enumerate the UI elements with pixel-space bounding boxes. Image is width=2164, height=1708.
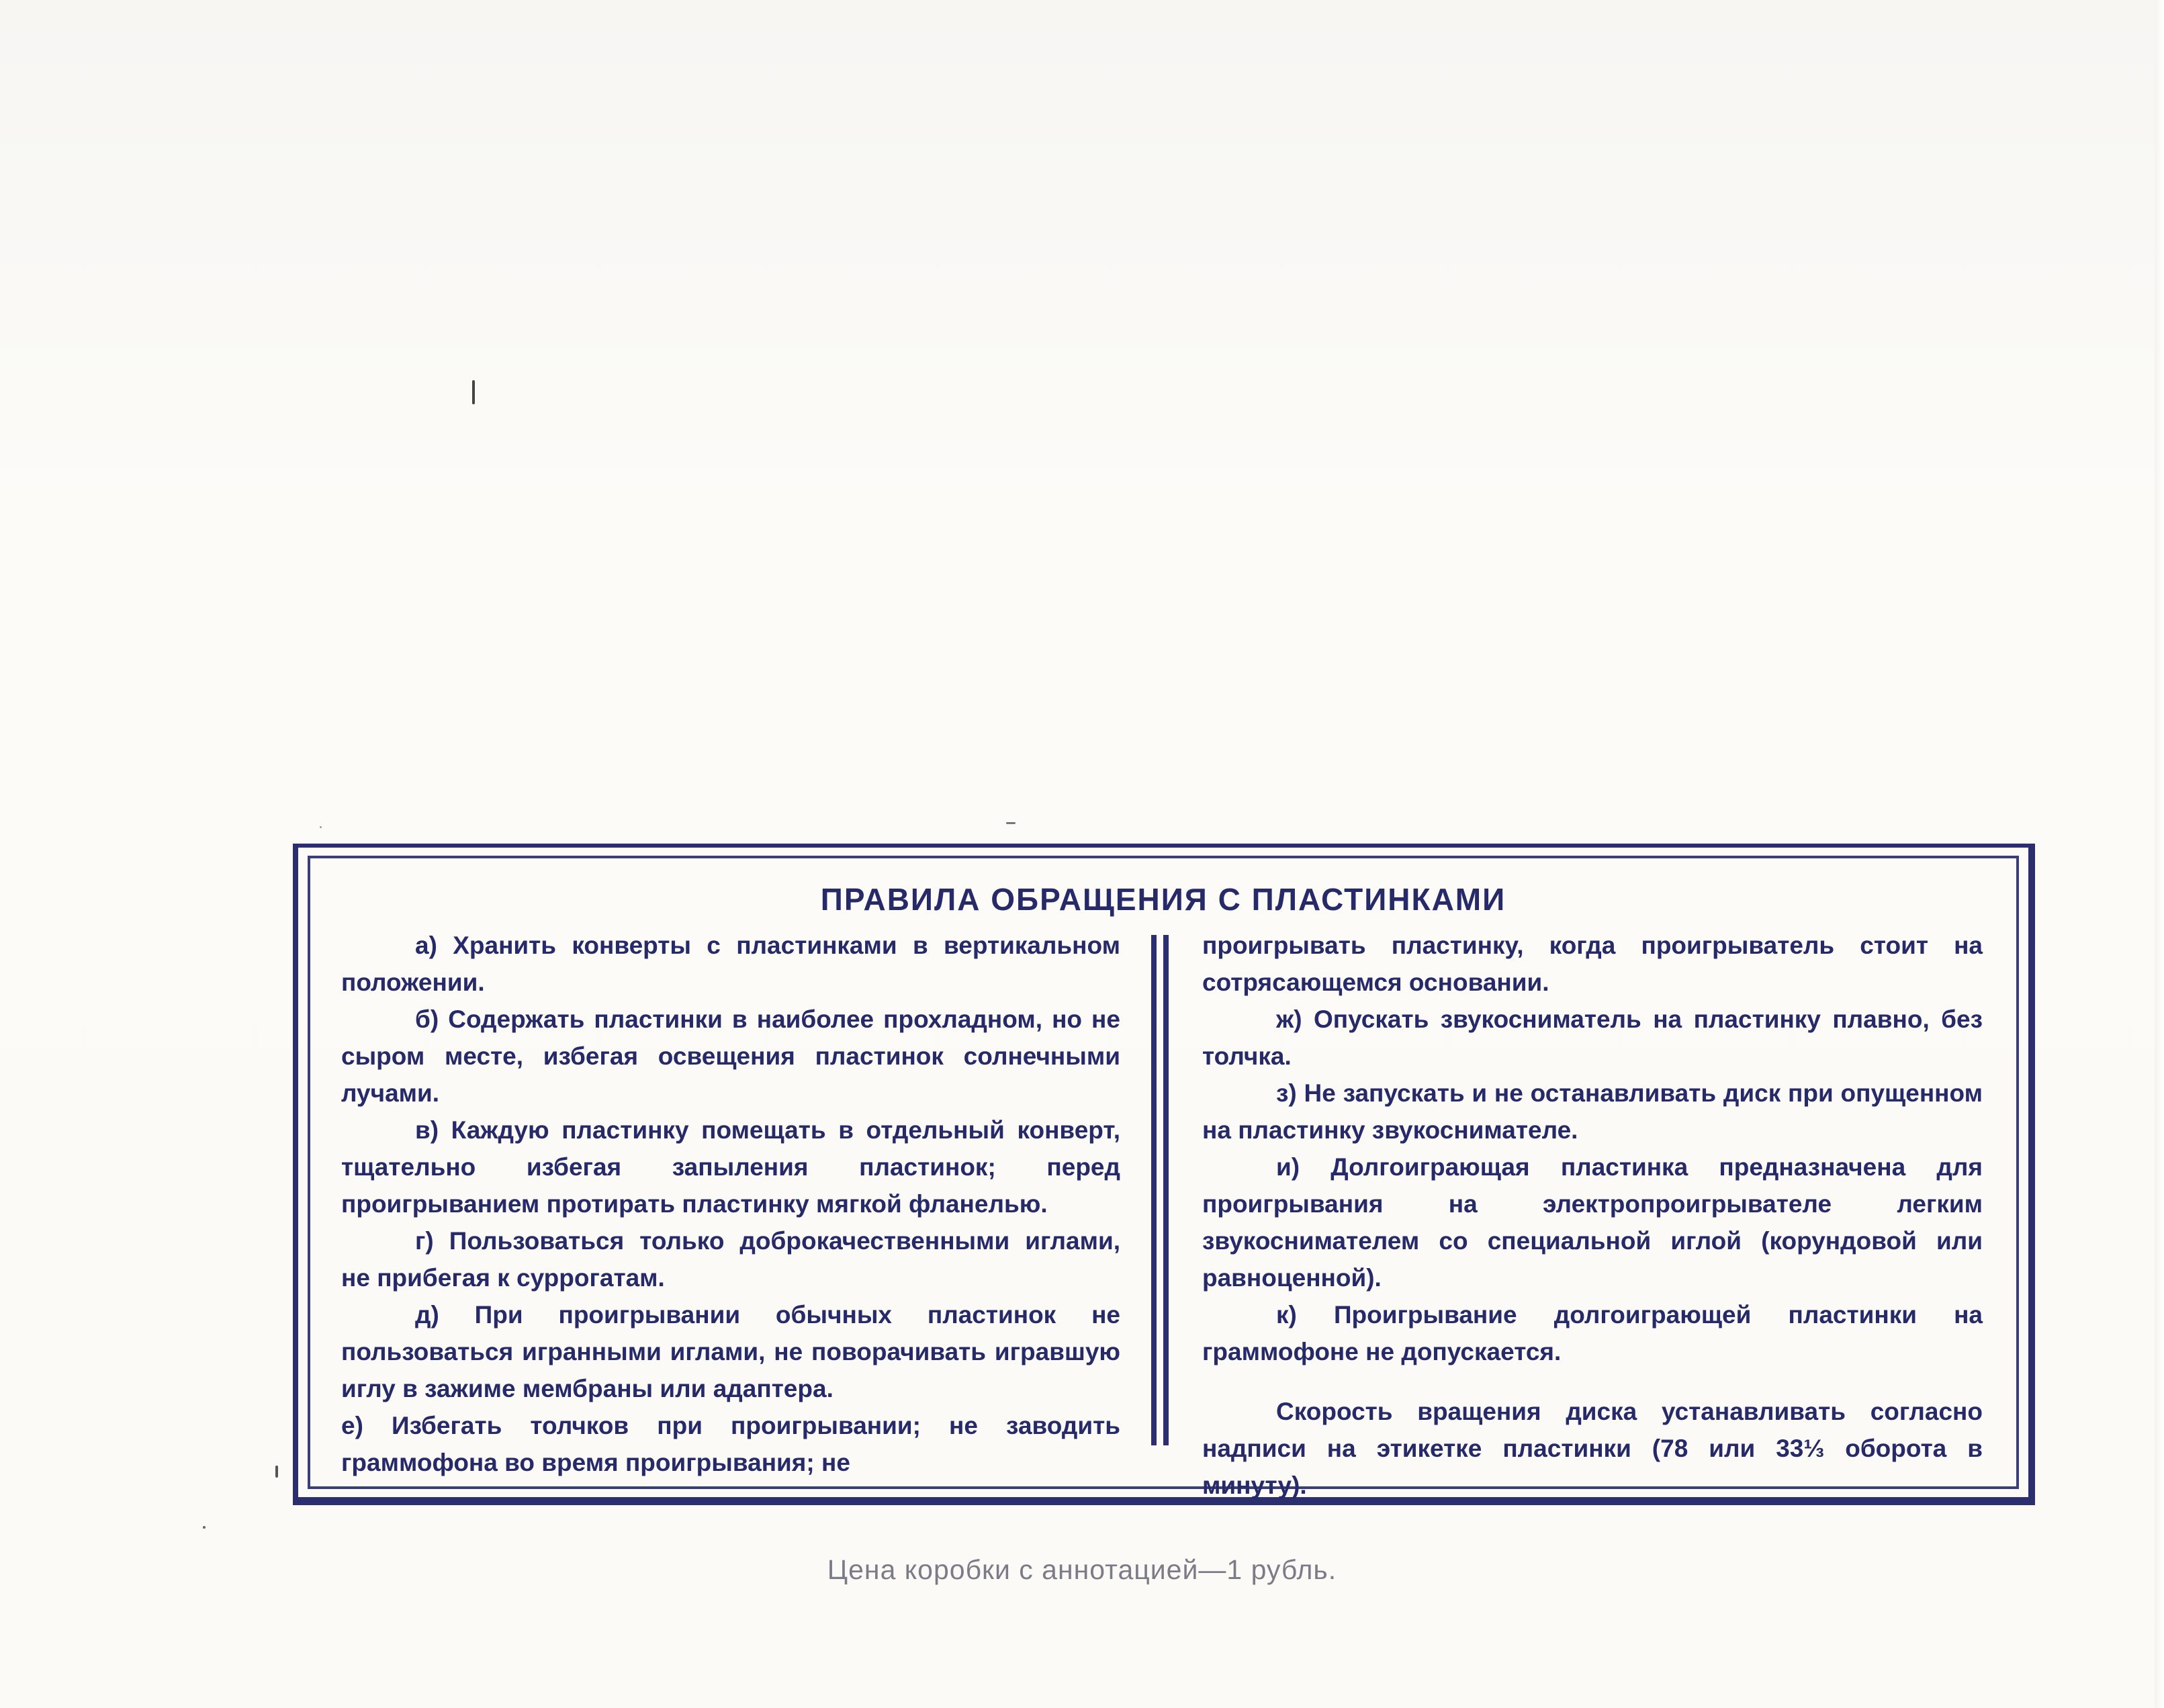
divider-bar [1151,935,1157,1445]
scan-speck [320,826,322,828]
scan-speck [203,1526,206,1529]
rule-item-e-continued: проигрывать пластинку, когда проигрыватель стоит на сотрясающемся основании. [1202,932,1983,996]
rule-item-g: г) Пользоваться только доброкачественными иглами, не прибегая к суррогатам. [341,1227,1120,1292]
rules-title: ПРАВИЛА ОБРАЩЕНИЯ С ПЛАСТИНКАМИ [820,882,1506,917]
price-note: Цена коробки с аннотацией—1 рубль. [827,1554,1337,1585]
page-edge [2155,0,2164,1708]
rule-item-a: а) Хранить конверты с пластинками в вертикальном положении. [341,932,1120,996]
rule-item-k: к) Проигрывание долгоиграющей пластинки на граммофоне не допускается. [1202,1301,1983,1365]
column-divider [1151,935,1171,1445]
divider-bar [1163,935,1169,1445]
scan-speck [275,1466,278,1478]
rule-item-e: е) Избегать толчков при проигрывании; не заводить граммофона во время проигрывания; не [341,1412,1120,1476]
rule-item-zh: ж) Опускать звукосниматель на пластинку плавно, без толчка. [1202,1005,1983,1070]
rule-item-i: и) Долгоиграющая пластинка предназначена для проигрывания на электропроигрывателе легким звукоснимателем со специальной иглой (корундовой или равноценной). [1202,1153,1983,1292]
scan-speck [1006,822,1016,824]
rule-item-v: в) Каждую пластинку помещать в отдельный конверт, тщательно избегая запыления пластинок; перед проигрыванием протирать пластинку мягкой фланелью. [341,1116,1120,1218]
rules-box [293,844,2035,1505]
scan-speck [472,380,475,404]
rules-right-column [1202,927,1983,1504]
rules-left-column [341,927,1120,1481]
rule-item-d: д) При проигрывании обычных пластинок не пользоваться игранными иглами, не поворачивать игравшую иглу в зажиме мембраны или адаптера. [341,1301,1120,1402]
rule-item-b: б) Содержать пластинки в наиболее прохладном, но не сыром месте, избегая освещения пластинок солнечными лучами. [341,1005,1120,1107]
speed-note: Скорость вращения диска устанавливать согласно надписи на этикетке пластинки (78 или 33⅓ оборота в минуту). [1202,1398,1983,1499]
rule-item-z: з) Не запускать и не останавливать диск при опущенном на пластинку звукоснимателе. [1202,1079,1983,1144]
